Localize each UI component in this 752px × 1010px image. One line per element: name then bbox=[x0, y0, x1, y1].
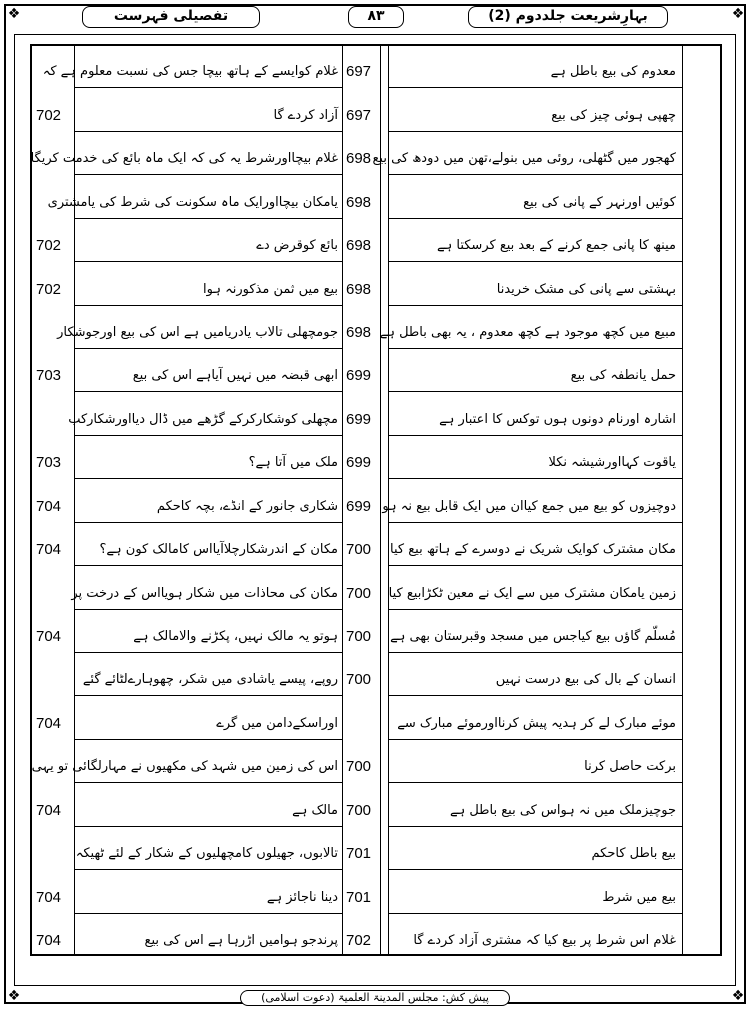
entry-page-left: 702 bbox=[36, 106, 62, 124]
entry-page-left: 704 bbox=[36, 888, 62, 906]
entry-title-right: جوچیزملک میں نہ ہواس کی بیع باطل ہے bbox=[449, 802, 676, 818]
entry-title-right: بیع باطل کاحکم bbox=[591, 846, 676, 862]
entry-title-left: غلام کوایسے کے ہاتھ بیچا جس کی نسبت معلوم ہے کہ bbox=[42, 64, 338, 80]
row-divider bbox=[388, 435, 682, 436]
entry-title-left: ابھی قبضہ میں نہیں آیاہے اس کی بیع bbox=[132, 368, 338, 384]
row-divider bbox=[388, 174, 682, 175]
row-divider bbox=[74, 261, 342, 262]
column-divider bbox=[342, 44, 343, 956]
entry-title-left: غلام بیچااورشرط یہ کی کہ ایک ماہ بائع کی خدمت کریگا bbox=[30, 151, 338, 167]
entry-page-left: 703 bbox=[36, 367, 62, 385]
row-divider bbox=[388, 695, 682, 696]
entry-title-right: بیع میں شرط bbox=[602, 889, 676, 905]
entry-title-left: پرندجو ہوامیں اڑرہا ہے اس کی بیع bbox=[144, 933, 338, 948]
row-divider bbox=[388, 131, 682, 132]
entry-page-right: 697 bbox=[346, 106, 372, 124]
entry-title-left: شکاری جانور کے انڈے، بچہ کاحکم bbox=[156, 498, 338, 514]
entry-page-right: 700 bbox=[346, 758, 372, 776]
row-divider bbox=[388, 826, 682, 827]
entry-title-right: چھپی ہوئی چیز کی بیع bbox=[551, 107, 676, 123]
entry-page-right: 699 bbox=[346, 367, 372, 385]
entry-title-right: مینھ کا پانی جمع کرنے کے بعد بیع کرسکتا ہے bbox=[437, 238, 676, 254]
book-title: بہارِشریعت جلددوم (2) bbox=[468, 6, 668, 28]
entry-title-left: مکان کی محاذات میں شکار ہویااس کے درخت پر bbox=[71, 585, 338, 601]
row-divider bbox=[74, 869, 342, 870]
entry-page-left: 704 bbox=[36, 714, 62, 732]
entry-title-right: مکان مشترک کوایک شریک نے دوسرے کے ہاتھ بیع کیا bbox=[390, 542, 676, 558]
row-divider bbox=[74, 609, 342, 610]
row-divider bbox=[74, 695, 342, 696]
entry-title-left: اس کی زمین میں شہد کی مکھیوں نے مہارلگائی تو یہی bbox=[31, 759, 338, 775]
entry-page-right: 698 bbox=[346, 280, 372, 298]
entry-page-right: 700 bbox=[346, 541, 372, 559]
column-divider bbox=[380, 44, 381, 956]
row-divider bbox=[74, 131, 342, 132]
section-title: تفصیلی فہرست bbox=[82, 6, 260, 28]
entry-title-left: مالک ہے bbox=[292, 802, 338, 818]
row-divider bbox=[74, 826, 342, 827]
entry-title-left: دینا ناجائز ہے bbox=[266, 889, 338, 905]
entry-title-left: مکان کے اندرشکارچلاآیااس کامالک کون ہے؟ bbox=[99, 542, 338, 558]
entry-title-left: بیع میں ثمن مذکورنہ ہوا bbox=[203, 281, 338, 297]
page-number: ۸۳ bbox=[348, 6, 404, 28]
entry-title-left: ہوتو یہ مالک نہیں، پکڑنے والامالک ہے bbox=[133, 629, 338, 644]
entry-title-right: حمل یانطفہ کی بیع bbox=[570, 368, 676, 384]
row-divider bbox=[388, 869, 682, 870]
entry-title-right: برکت حاصل کرنا bbox=[584, 759, 676, 775]
row-divider bbox=[74, 305, 342, 306]
row-divider bbox=[388, 739, 682, 740]
row-divider bbox=[74, 913, 342, 914]
entry-title-right: یاقوت کہااورشیشہ نکلا bbox=[548, 455, 676, 471]
corner-ornament-icon: ❖ bbox=[7, 988, 21, 1004]
row-divider bbox=[388, 652, 682, 653]
entry-title-left: تالابوں، جھیلوں کامچھلیوں کے شکار کے لئے ٹھیکہ bbox=[75, 846, 338, 862]
entry-page-right: 701 bbox=[346, 845, 372, 863]
entry-page-left: 704 bbox=[36, 801, 62, 819]
row-divider bbox=[388, 609, 682, 610]
entry-page-right: 699 bbox=[346, 454, 372, 472]
entry-title-left: ملک میں آتا ہے؟ bbox=[248, 455, 338, 471]
row-divider bbox=[74, 478, 342, 479]
corner-ornament-icon: ❖ bbox=[731, 6, 745, 22]
entry-page-right: 698 bbox=[346, 324, 372, 341]
row-divider bbox=[388, 565, 682, 566]
row-divider bbox=[388, 913, 682, 914]
row-divider bbox=[74, 348, 342, 349]
row-divider bbox=[388, 348, 682, 349]
entry-title-right: غلام اس شرط پر بیع کیا کہ مشتری آزاد کردے گا bbox=[413, 933, 676, 948]
row-divider bbox=[388, 261, 682, 262]
row-divider bbox=[74, 174, 342, 175]
entry-title-left: مچھلی کوشکارکرکے گڑھے میں ڈال دیااورشکارکب bbox=[68, 411, 338, 427]
entry-title-right: کھجور میں گٹھلی، روئی میں بنولے،تھن میں دودھ کی بیع bbox=[372, 151, 676, 167]
row-divider bbox=[388, 782, 682, 783]
row-divider bbox=[74, 565, 342, 566]
entry-title-left: جومچھلی تالاب یادریامیں ہے اس کی بیع اورجوشکار bbox=[57, 325, 338, 340]
entry-page-right: 701 bbox=[346, 888, 372, 906]
entry-title-right: معدوم کی بیع باطل ہے bbox=[550, 64, 676, 80]
entry-page-right: 699 bbox=[346, 497, 372, 515]
entry-title-right: مُسلّم گاؤں بیع کیاجس میں مسجد وقبرستان بھی ہے bbox=[390, 629, 676, 644]
entry-page-right: 698 bbox=[346, 237, 372, 255]
entry-title-left: آزاد کردے گا bbox=[273, 107, 338, 123]
row-divider bbox=[74, 218, 342, 219]
row-divider bbox=[388, 478, 682, 479]
column-divider bbox=[682, 44, 683, 956]
entry-page-right: 702 bbox=[346, 932, 372, 949]
row-divider bbox=[74, 435, 342, 436]
entry-page-right: 700 bbox=[346, 584, 372, 602]
row-divider bbox=[74, 87, 342, 88]
corner-ornament-icon: ❖ bbox=[731, 988, 745, 1004]
column-divider bbox=[74, 44, 75, 956]
footer-publisher: پیش کش: مجلس المدینۃ العلمیۃ (دعوت اسلامی) bbox=[240, 990, 510, 1006]
entry-page-left: 704 bbox=[36, 541, 62, 559]
entry-page-left: 704 bbox=[36, 628, 62, 645]
entry-page-left: 704 bbox=[36, 932, 62, 949]
entry-title-right: دوچیزوں کو بیع میں جمع کیاان میں ایک قابل بیع نہ ہو bbox=[382, 498, 676, 514]
row-divider bbox=[74, 782, 342, 783]
row-divider bbox=[74, 391, 342, 392]
row-divider bbox=[388, 305, 682, 306]
row-divider bbox=[388, 87, 682, 88]
row-divider bbox=[74, 739, 342, 740]
entry-page-right: 700 bbox=[346, 801, 372, 819]
row-divider bbox=[388, 218, 682, 219]
entry-page-left: 704 bbox=[36, 497, 62, 515]
entry-title-left: یامکان بیچااورایک ماہ سکونت کی شرط کی یامشتری bbox=[47, 194, 338, 210]
entry-title-left: بائع کوقرض دے bbox=[256, 238, 338, 254]
entry-title-left: اوراسکےدامن میں گرے bbox=[216, 715, 338, 731]
entry-title-right: کوئیں اورنہر کے پانی کی بیع bbox=[523, 194, 676, 210]
index-table bbox=[30, 44, 722, 956]
entry-page-left: 702 bbox=[36, 237, 62, 255]
entry-title-right: بہشتی سے پانی کی مشک خریدنا bbox=[496, 281, 676, 297]
entry-page-right: 698 bbox=[346, 150, 372, 168]
entry-page-right: 697 bbox=[346, 63, 372, 81]
entry-page-right: 700 bbox=[346, 671, 372, 689]
row-divider bbox=[74, 652, 342, 653]
entry-page-right: 700 bbox=[346, 628, 372, 645]
entry-title-right: زمین یامکان مشترک میں سے ایک نے معین ٹکڑابیع کیا bbox=[388, 585, 676, 601]
entry-page-left: 702 bbox=[36, 280, 62, 298]
row-divider bbox=[388, 522, 682, 523]
entry-page-left: 703 bbox=[36, 454, 62, 472]
entry-page-right: 699 bbox=[346, 410, 372, 428]
entry-title-right: مبیع میں کچھ موجود ہے کچھ معدوم ، یہ بھی باطل ہے bbox=[379, 325, 676, 340]
entry-title-right: انسان کے بال کی بیع درست نہیں bbox=[495, 672, 676, 688]
entry-page-right: 698 bbox=[346, 193, 372, 211]
corner-ornament-icon: ❖ bbox=[7, 6, 21, 22]
entry-title-right: موئے مبارک لے کر ہدیہ پیش کرنااورموئے مبارک سے bbox=[397, 715, 676, 731]
entry-title-right: اشارہ اورنام دونوں ہوں توکس کا اعتبار ہے bbox=[439, 411, 676, 427]
entry-title-left: روپے، پیسے یاشادی میں شکر، چھوہارےلٹائے گئے bbox=[82, 672, 338, 688]
row-divider bbox=[388, 391, 682, 392]
row-divider bbox=[74, 522, 342, 523]
